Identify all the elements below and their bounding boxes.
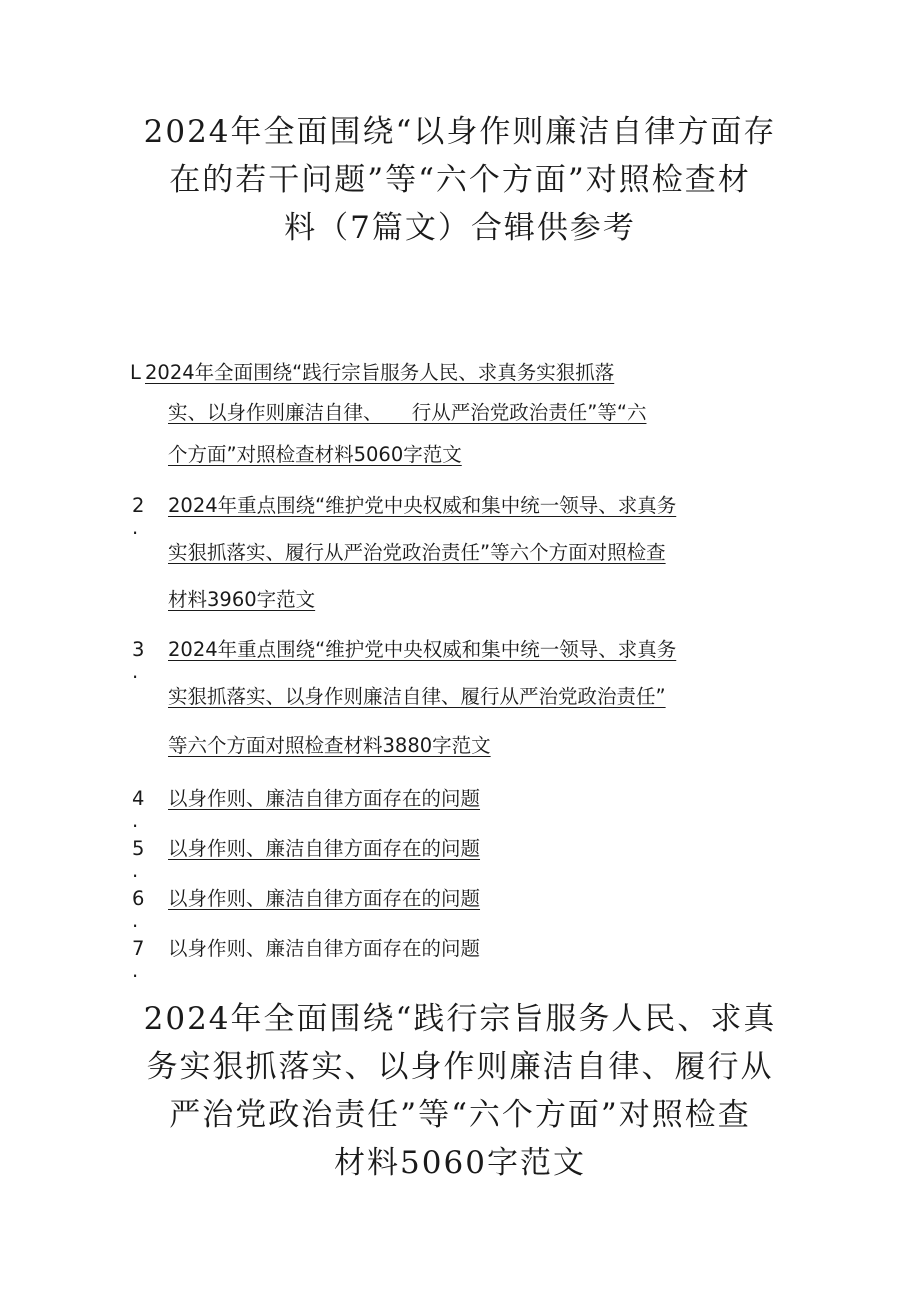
toc-entry-link[interactable]: 材料3960字范文	[168, 588, 316, 611]
toc-entry-link[interactable]: 实、以身作则廉洁自律、 行从严治党政治责任”等“六	[168, 401, 647, 424]
document-title-line: 在的若干问题”等“六个方面”对照检查材	[169, 162, 751, 198]
toc-entry-number: 2 .	[132, 494, 145, 539]
toc-entry-link[interactable]: 等六个方面对照检查材料3880字范文	[168, 734, 491, 757]
section-heading	[100, 995, 820, 1187]
toc-entry-number: 4 .	[132, 787, 145, 832]
toc-entry-number: 3 .	[132, 638, 145, 683]
toc-entry-link[interactable]: 个方面”对照检查材料5060字范文	[168, 443, 462, 466]
document-title-line: 料（7篇文）合辑供参考	[284, 210, 636, 246]
toc-entry-number: 5 .	[132, 837, 145, 882]
toc-entry-link[interactable]: 实狠抓落实、履行从严治党政治责任”等六个方面对照检查	[168, 541, 666, 564]
section-heading-line: 材料5060字范文	[334, 1145, 586, 1181]
toc-entry-link[interactable]: 实狠抓落实、以身作则廉洁自律、履行从严治党政治责任”	[168, 685, 666, 708]
section-heading-line: 务实狠抓落实、以身作则廉洁自律、履行从	[146, 1049, 774, 1085]
toc-entry-link[interactable]: 2024年重点围绕“维护党中央权威和集中统一领导、求真务	[168, 494, 677, 517]
document-title	[100, 108, 820, 252]
toc-entry-link[interactable]: 2024年重点围绕“维护党中央权威和集中统一领导、求真务	[168, 638, 677, 661]
toc-entry-number: 6 .	[132, 887, 145, 932]
toc-entry-text: 以身作则、廉洁自律方面存在的问题	[168, 937, 481, 960]
toc-entry-number: L	[130, 361, 141, 384]
section-heading-line: 2024年全面围绕“践行宗旨服务人民、求真	[143, 1001, 777, 1037]
toc-entry-link[interactable]: 以身作则、廉洁自律方面存在的问题	[168, 837, 481, 860]
toc-entry-number: 7 .	[132, 937, 145, 982]
section-heading-line: 严治党政治责任”等“六个方面”对照检查	[169, 1097, 751, 1133]
toc-entry-link[interactable]: 2024年全面围绕“践行宗旨服务人民、求真务实狠抓落	[145, 361, 615, 384]
toc-entry-link[interactable]: 以身作则、廉洁自律方面存在的问题	[168, 787, 481, 810]
document-title-line: 2024年全面围绕“以身作则廉洁自律方面存	[143, 114, 777, 150]
toc-entry-link[interactable]: 以身作则、廉洁自律方面存在的问题	[168, 887, 481, 910]
